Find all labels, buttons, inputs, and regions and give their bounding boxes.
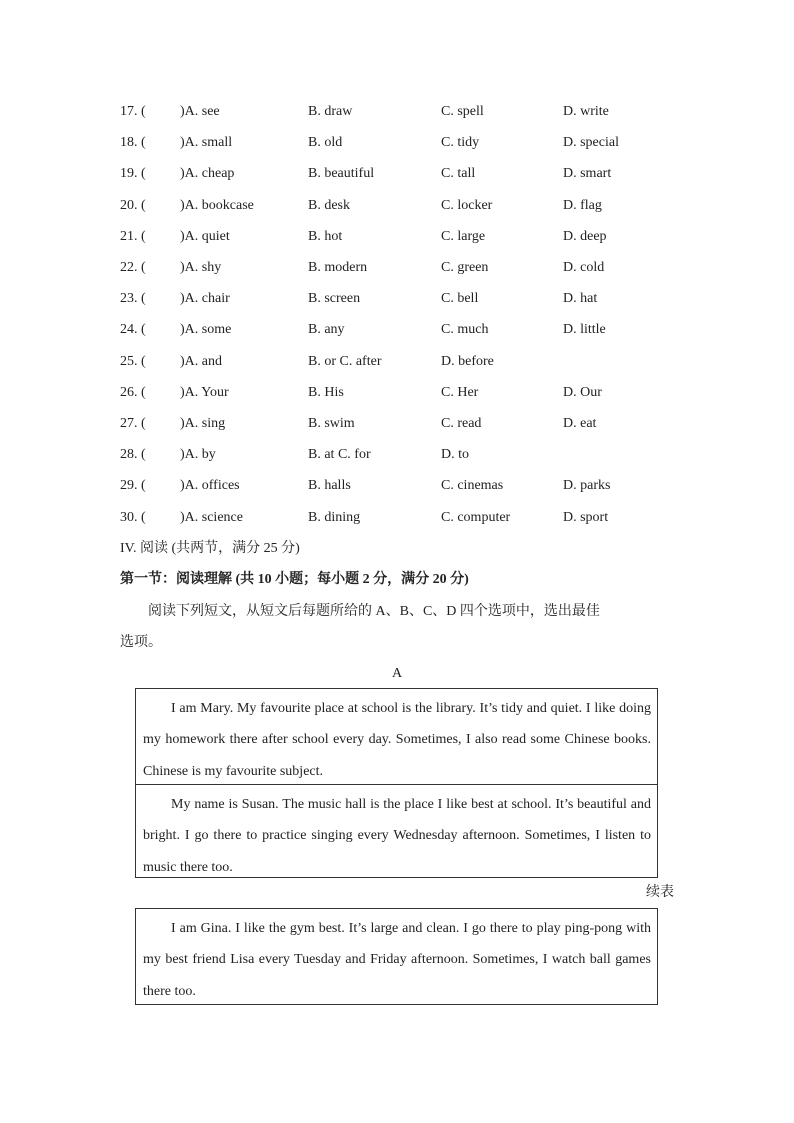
option-a: )A. bookcase — [180, 197, 254, 213]
passage-cell-gina: I am Gina. I like the gym best. It’s large and clean. I go there to play ping-pong with my best friend Lisa every Tuesday and Friday afternoon. Sometimes, I watch ball games there too. — [143, 921, 651, 999]
section-title: IV. 阅读 (共两节，满分 25 分) — [120, 541, 300, 556]
option-b: B. old — [308, 135, 343, 151]
option-c: D. before — [441, 353, 494, 369]
question-row — [0, 383, 794, 403]
question-row — [0, 164, 794, 184]
question-row — [0, 289, 794, 309]
question-row — [0, 196, 794, 216]
passage-cell-mary: I am Mary. My favourite place at school is the library. It’s tidy and quiet. I like doing my homework there after school every day. Sometimes, I also read some Chinese books. Chinese is my favourite subject. — [143, 701, 651, 779]
option-b: B. draw — [308, 104, 353, 119]
option-b: B. screen — [308, 291, 361, 307]
question-row — [0, 320, 794, 340]
passage-table-1 — [135, 688, 658, 878]
option-c: C. read — [441, 416, 482, 431]
option-d: D. Our — [563, 384, 602, 400]
question-number: 18. ( — [120, 135, 146, 151]
option-b: B. hot — [308, 228, 343, 244]
option-c: C. bell — [441, 291, 479, 307]
question-number: 17. ( — [120, 104, 146, 119]
option-c: C. cinemas — [441, 478, 504, 494]
option-d: D. write — [563, 104, 609, 119]
option-c: C. Her — [441, 384, 479, 400]
option-a: )A. chair — [180, 291, 230, 307]
passage-cell-susan: My name is Susan. The music hall is the place I like best at school. It’s beautiful and bright. I go there to practice singing every Wednesday afternoon. Sometimes, I listen to music there too. — [136, 784, 657, 877]
option-d: D. smart — [563, 166, 612, 182]
option-b: B. beautiful — [308, 166, 375, 182]
option-c: C. large — [441, 228, 486, 244]
question-row — [0, 414, 794, 434]
option-a: )A. cheap — [180, 166, 235, 182]
question-row — [0, 352, 794, 372]
instruction-line-2: 选项。 — [120, 635, 162, 650]
option-a: )A. science — [180, 509, 243, 525]
option-c: C. locker — [441, 197, 493, 213]
option-d: D. sport — [563, 509, 609, 525]
option-a: )A. some — [180, 322, 232, 338]
question-number: 19. ( — [120, 166, 146, 182]
question-row — [0, 102, 794, 122]
option-c: C. much — [441, 322, 489, 338]
option-a: )A. shy — [180, 260, 222, 275]
question-number: 20. ( — [120, 197, 146, 213]
option-a: )A. and — [180, 353, 222, 369]
instruction-line-1: 阅读下列短文，从短文后每题所给的 A、B、C、D 四个选项中，选出最佳 — [148, 604, 600, 619]
option-b: B. modern — [308, 260, 368, 275]
question-row — [0, 476, 794, 496]
option-d: D. special — [563, 135, 619, 151]
passage-label: A — [391, 666, 403, 681]
option-b: B. any — [308, 322, 345, 338]
question-row — [0, 258, 794, 278]
option-b: B. desk — [308, 197, 350, 213]
option-c: C. tidy — [441, 135, 480, 151]
question-number: 28. ( — [120, 447, 146, 463]
option-c: C. computer — [441, 509, 511, 525]
option-a: )A. see — [180, 104, 220, 119]
option-c: C. green — [441, 260, 489, 275]
question-number: 25. ( — [120, 353, 146, 369]
option-d: D. little — [563, 322, 606, 338]
question-number: 27. ( — [120, 416, 146, 431]
option-d: D. parks — [563, 478, 611, 494]
option-a: )A. quiet — [180, 228, 230, 244]
option-d: D. cold — [563, 260, 605, 275]
question-number: 22. ( — [120, 260, 146, 275]
option-b: B. or C. after — [308, 353, 382, 369]
option-b: B. His — [308, 384, 344, 400]
question-row — [0, 508, 794, 528]
continued-label: 续表 — [646, 885, 674, 900]
option-b: B. dining — [308, 509, 361, 525]
question-row — [0, 133, 794, 153]
question-number: 24. ( — [120, 322, 146, 338]
question-number: 29. ( — [120, 478, 146, 494]
option-a: )A. small — [180, 135, 233, 151]
option-b: B. at C. for — [308, 447, 371, 463]
option-a: )A. Your — [180, 384, 229, 400]
question-number: 26. ( — [120, 384, 146, 400]
question-row — [0, 445, 794, 465]
option-d: D. hat — [563, 291, 598, 307]
option-d: D. flag — [563, 197, 602, 213]
option-c: D. to — [441, 447, 469, 463]
option-b: B. swim — [308, 416, 355, 431]
option-c: C. tall — [441, 166, 476, 182]
option-a: )A. by — [180, 447, 216, 463]
option-a: )A. offices — [180, 478, 240, 494]
option-b: B. halls — [308, 478, 351, 494]
question-row — [0, 227, 794, 247]
question-number: 21. ( — [120, 228, 146, 244]
subsection-title: 第一节：阅读理解 (共 10 小题；每小题 2 分，满分 20 分) — [120, 572, 469, 587]
question-number: 23. ( — [120, 291, 146, 307]
question-number: 30. ( — [120, 509, 146, 525]
passage-table-2 — [135, 908, 658, 1005]
option-d: D. deep — [563, 228, 607, 244]
option-a: )A. sing — [180, 416, 226, 431]
option-d: D. eat — [563, 416, 597, 431]
option-c: C. spell — [441, 104, 484, 119]
